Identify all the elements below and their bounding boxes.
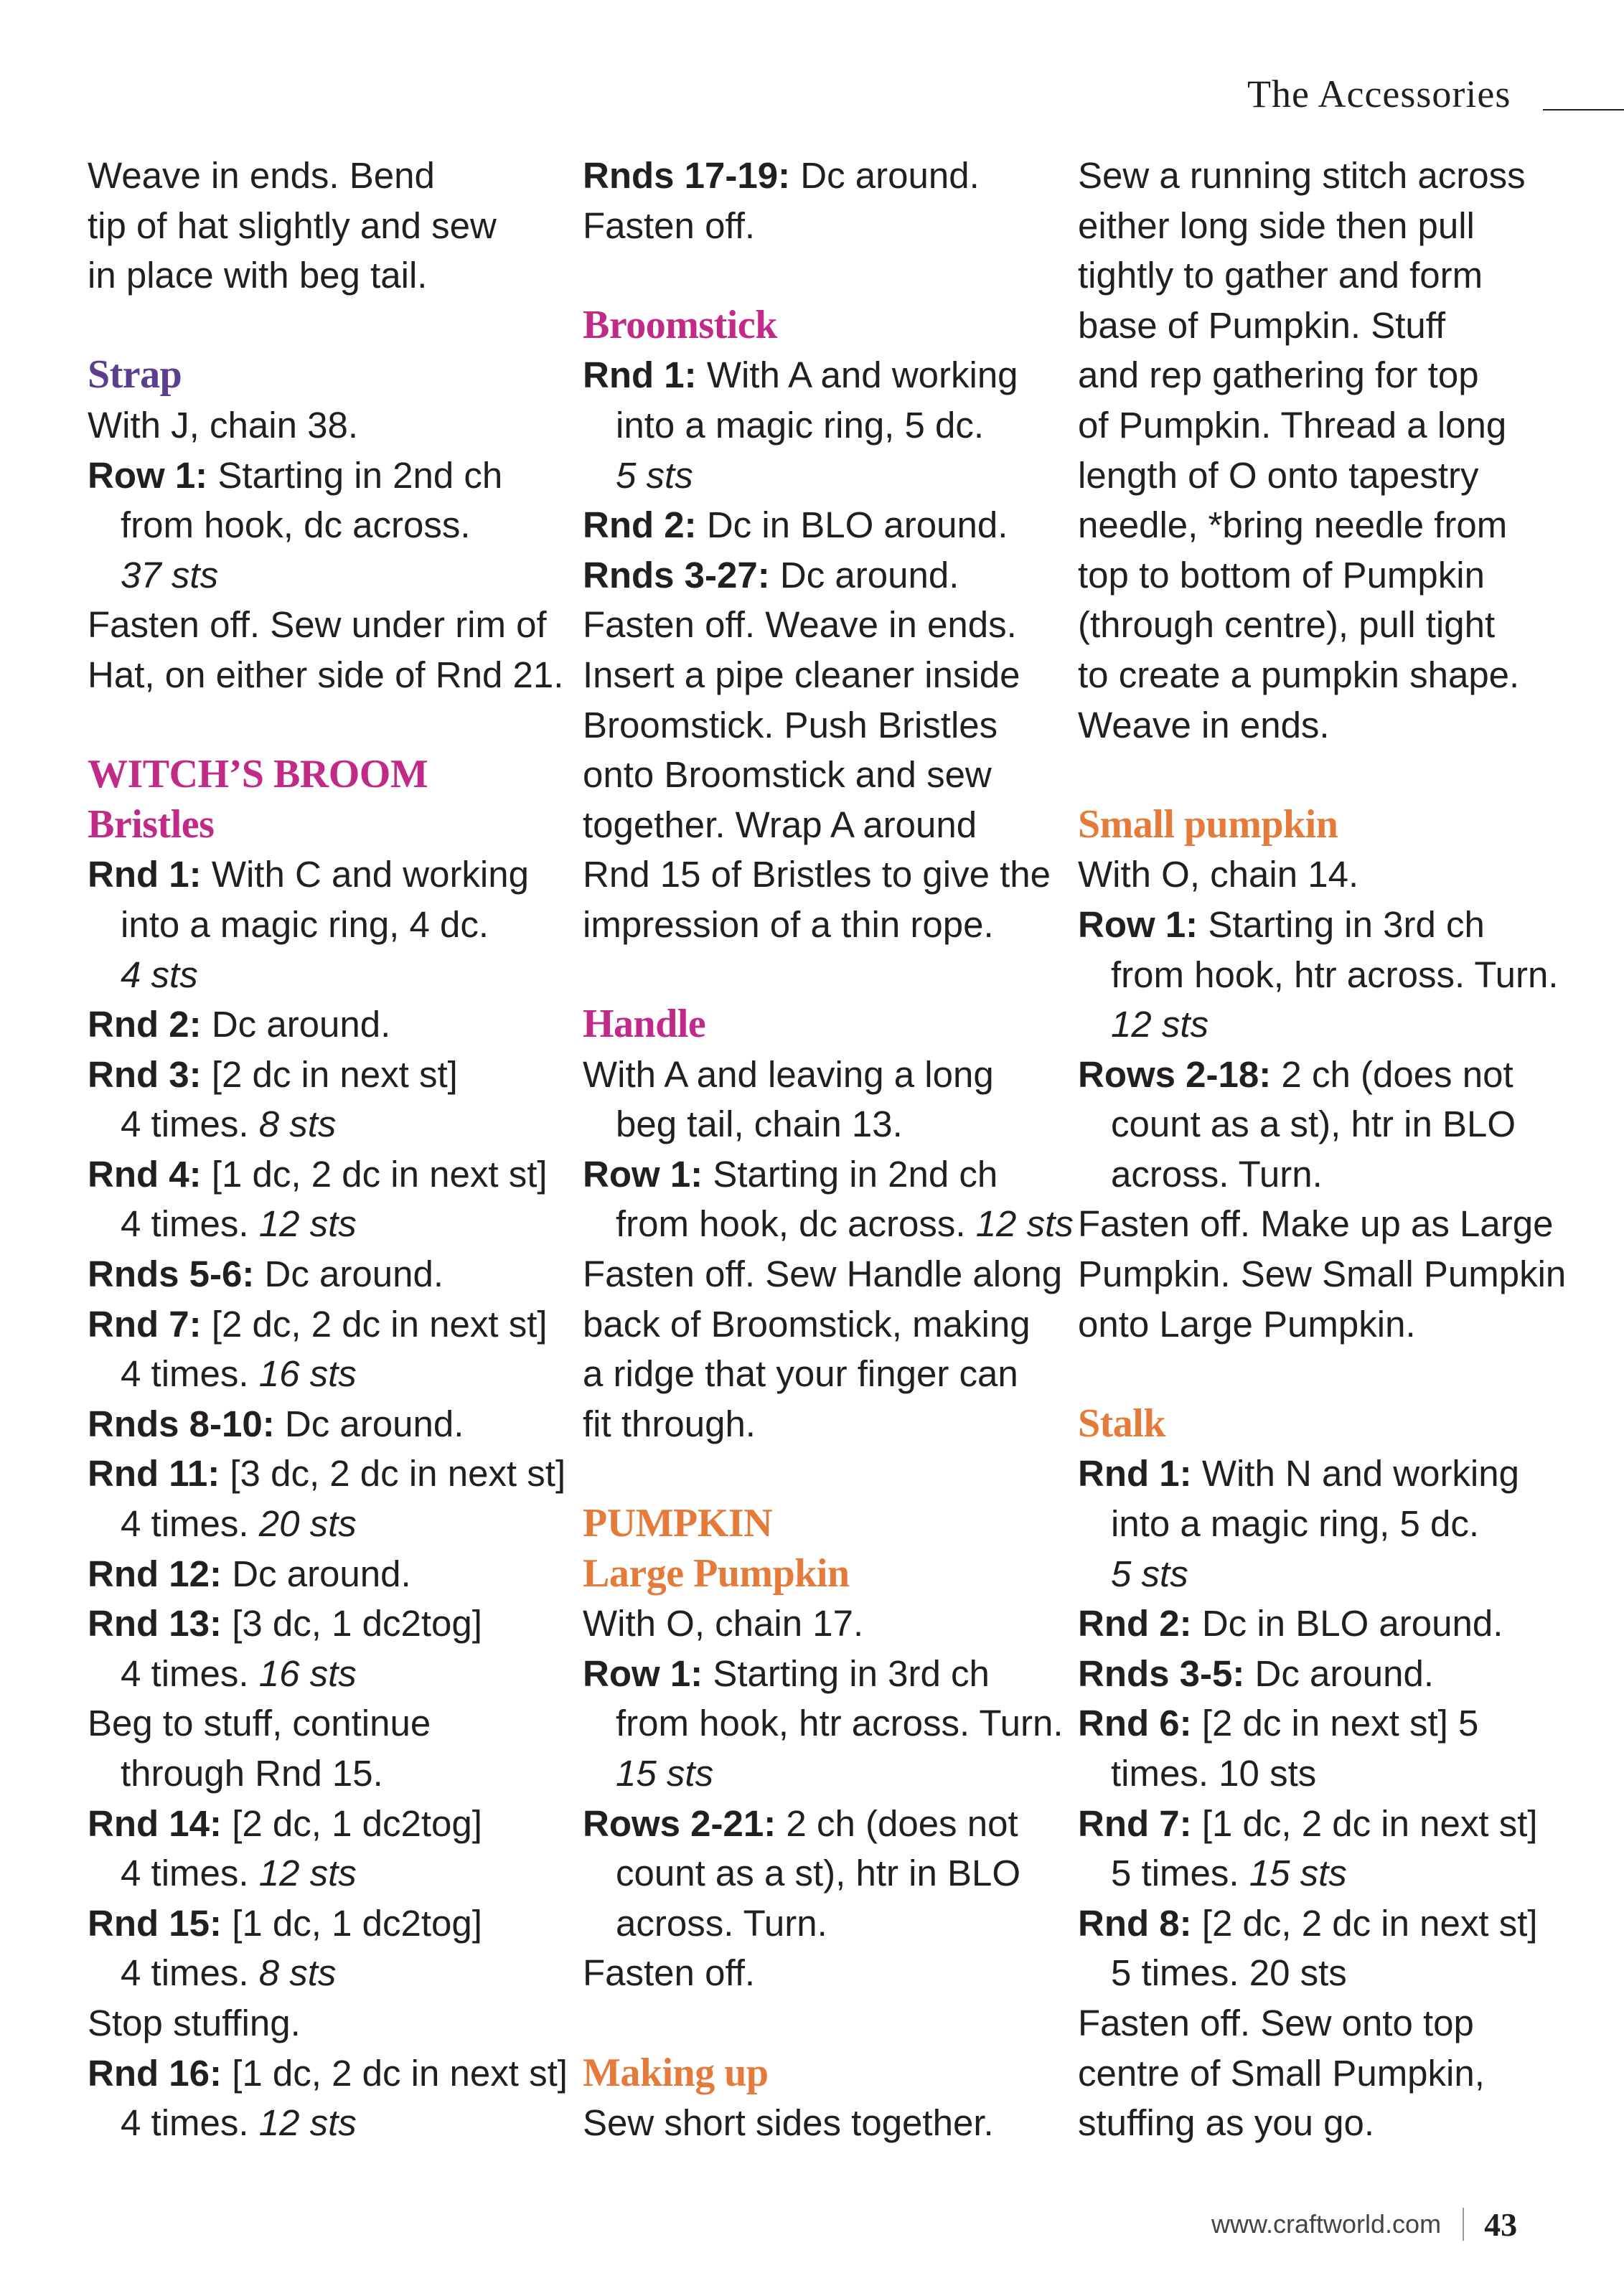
column-3 xyxy=(1078,151,1580,2148)
column-1 xyxy=(88,151,568,2148)
stitch-count: 16 sts xyxy=(258,1353,357,1395)
instruction-label: Rnd 2: xyxy=(1078,1603,1192,1645)
instruction-text: into a magic ring, 4 dc. xyxy=(121,903,489,945)
pattern-line: top to bottom of Pumpkin xyxy=(1078,554,1485,596)
instruction-label: Rnd 12: xyxy=(88,1553,222,1594)
pattern-line xyxy=(88,1649,547,1699)
stitch-count: 12 sts xyxy=(258,2102,357,2144)
instruction-text: Starting in 2nd ch xyxy=(207,454,503,496)
instruction-text: Dc around. xyxy=(274,1403,464,1444)
pattern-line xyxy=(88,1199,547,1249)
instruction-text: [1 dc, 1 dc2tog] xyxy=(222,1902,482,1944)
pattern-line: Beg to stuff, continue xyxy=(88,1703,431,1744)
pattern-line: tightly to gather and form xyxy=(1078,255,1483,296)
paragraph-gap xyxy=(1078,750,1580,800)
pattern-line xyxy=(1078,1099,1580,1149)
pattern-line: (through centre), pull tight xyxy=(1078,604,1496,646)
pattern-line xyxy=(88,1749,547,1799)
instruction-text: Starting in 3rd ch xyxy=(703,1652,990,1694)
instruction-label: Rnd 16: xyxy=(88,2052,222,2094)
stitch-count: 20 sts xyxy=(258,1503,357,1545)
instruction-text: Dc around. xyxy=(1244,1652,1435,1694)
pattern-line: onto Broomstick and sew xyxy=(583,754,992,796)
pattern-line xyxy=(1078,1449,1580,1499)
pattern-line: Fasten off. Make up as Large xyxy=(1078,1203,1554,1245)
instruction-text: across. Turn. xyxy=(1111,1153,1323,1195)
pattern-line: centre of Small Pumpkin, xyxy=(1078,2052,1485,2094)
instruction-text: 4 times. xyxy=(121,1353,259,1395)
pattern-line xyxy=(88,451,547,501)
pattern-line xyxy=(583,1698,1064,1749)
instruction-text: beg tail, chain 13. xyxy=(616,1104,903,1145)
instruction-text: from hook, htr across. Turn. xyxy=(616,1703,1064,1744)
pattern-line xyxy=(583,151,1056,201)
instruction-text: [1 dc, 2 dc in next st] xyxy=(201,1153,548,1195)
section-heading: PUMPKIN xyxy=(583,1501,773,1546)
pattern-line xyxy=(1078,1549,1580,1599)
paragraph-gap xyxy=(1078,1349,1580,1399)
stitch-count: 16 sts xyxy=(258,1652,357,1694)
pattern-line xyxy=(1078,900,1580,950)
pattern-line: back of Broomstick, making xyxy=(583,1303,1031,1345)
pattern-line: Weave in ends. Bend xyxy=(88,155,435,196)
instruction-text: Dc around. xyxy=(201,1004,391,1045)
instruction-text: across. Turn. xyxy=(616,1902,827,1944)
instruction-label: Rnd 15: xyxy=(88,1902,222,1944)
instruction-text: count as a st), htr in BLO xyxy=(616,1853,1021,1894)
instruction-label: Rnds 17-19: xyxy=(583,155,791,196)
pattern-line: Pumpkin. Sew Small Pumpkin xyxy=(1078,1253,1567,1295)
instruction-label: Rnd 1: xyxy=(1078,1453,1192,1495)
instruction-text: from hook, dc across. xyxy=(616,1203,976,1245)
pattern-line xyxy=(1078,1499,1580,1549)
instruction-label: Rnd 8: xyxy=(1078,1902,1192,1944)
pattern-line xyxy=(88,850,547,900)
instruction-text: 4 times. xyxy=(121,1853,259,1894)
instruction-label: Rnd 7: xyxy=(1078,1802,1192,1844)
section-heading: Large Pumpkin xyxy=(583,1551,850,1596)
pattern-line xyxy=(1078,999,1580,1050)
instruction-text: Starting in 3rd ch xyxy=(1198,903,1485,945)
instruction-text: times. 10 sts xyxy=(1111,1753,1317,1794)
header-rule xyxy=(1543,109,1624,110)
pattern-line: either long side then pull xyxy=(1078,204,1475,246)
instruction-label: Rnd 1: xyxy=(88,854,202,895)
paragraph-gap xyxy=(583,1449,1056,1499)
page-number: 43 xyxy=(1484,2206,1518,2243)
instruction-text: Starting in 2nd ch xyxy=(703,1153,998,1195)
pattern-line xyxy=(88,2098,547,2148)
instruction-text: Dc around. xyxy=(222,1553,411,1594)
pattern-line xyxy=(1078,1899,1580,1949)
instruction-text: [2 dc, 2 dc in next st] xyxy=(201,1303,548,1345)
instruction-label: Rows 2-21: xyxy=(583,1802,776,1844)
section-heading: Making up xyxy=(583,2050,769,2095)
section-heading: Handle xyxy=(583,1002,706,1047)
instruction-label: Rnd 4: xyxy=(88,1153,202,1195)
instruction-text: Dc in BLO around. xyxy=(696,504,1008,546)
paragraph-gap xyxy=(88,700,547,751)
section-title: The Accessories xyxy=(1247,72,1511,116)
section-heading: Stalk xyxy=(1078,1401,1165,1446)
section-heading: WITCH’S BROOM xyxy=(88,752,428,797)
pattern-line: onto Large Pumpkin. xyxy=(1078,1303,1416,1345)
pattern-line xyxy=(88,1399,547,1449)
pattern-line: Hat, on either side of Rnd 21. xyxy=(88,654,564,695)
pattern-line: and rep gathering for top xyxy=(1078,354,1479,396)
stitch-count: 12 sts xyxy=(258,1853,357,1894)
instruction-text: [3 dc, 2 dc in next st] xyxy=(220,1453,566,1495)
pattern-line: length of O onto tapestry xyxy=(1078,454,1479,496)
paragraph-gap xyxy=(583,950,1056,1000)
instruction-text: 2 ch (does not xyxy=(1271,1053,1513,1095)
pattern-line: together. Wrap A around xyxy=(583,804,977,845)
pattern-line xyxy=(583,1149,1056,1200)
instruction-text: 4 times. xyxy=(121,2102,259,2144)
instruction-text: Dc around. xyxy=(254,1253,444,1295)
pattern-line: Sew a running stitch across xyxy=(1078,155,1526,196)
instruction-text: 4 times. xyxy=(121,1203,259,1245)
pattern-line: to create a pumpkin shape. xyxy=(1078,654,1520,695)
pattern-line xyxy=(88,999,547,1050)
pattern-line xyxy=(1078,1749,1580,1799)
instruction-label: Rows 2-18: xyxy=(1078,1053,1272,1095)
pattern-line xyxy=(88,1499,547,1549)
stitch-count: 5 sts xyxy=(1111,1553,1188,1594)
pattern-line xyxy=(583,400,1056,451)
pattern-line xyxy=(583,1799,1056,1849)
pattern-line xyxy=(88,900,547,950)
pattern-line: With O, chain 17. xyxy=(583,1603,864,1645)
pattern-line xyxy=(1078,1149,1580,1200)
instruction-label: Row 1: xyxy=(583,1153,703,1195)
pattern-line xyxy=(583,1848,1056,1899)
pattern-line: Sew short sides together. xyxy=(583,2102,994,2144)
instruction-label: Rnds 3-5: xyxy=(1078,1652,1245,1694)
instruction-text: from hook, htr across. Turn. xyxy=(1111,954,1559,995)
section-heading: Strap xyxy=(88,352,182,397)
instruction-text: [2 dc in next st] 5 xyxy=(1191,1703,1479,1744)
pattern-line: needle, *bring needle from xyxy=(1078,504,1508,546)
pattern-line xyxy=(583,1099,1056,1149)
pattern-line: Rnd 15 of Bristles to give the xyxy=(583,854,1051,895)
instruction-label: Rnd 1: xyxy=(583,354,697,396)
section-heading: Broomstick xyxy=(583,302,777,347)
pattern-line xyxy=(88,1299,547,1350)
instruction-text: With C and working xyxy=(201,854,529,895)
pattern-line xyxy=(88,1848,547,1899)
pattern-line: Fasten off. Sew Handle along xyxy=(583,1253,1063,1295)
paragraph-gap xyxy=(88,301,547,351)
pattern-line xyxy=(583,1749,1056,1799)
pattern-line xyxy=(583,550,1056,601)
instruction-label: Rnd 3: xyxy=(88,1053,202,1095)
pattern-line xyxy=(88,1599,547,1649)
pattern-line xyxy=(1078,1649,1580,1699)
section-heading: Small pumpkin xyxy=(1078,801,1338,847)
instruction-text: into a magic ring, 5 dc. xyxy=(1111,1503,1480,1545)
instruction-text: 4 times. xyxy=(121,1952,259,1994)
instruction-label: Rnd 13: xyxy=(88,1603,222,1645)
stitch-count: 15 sts xyxy=(616,1753,714,1794)
instruction-label: Rnd 2: xyxy=(583,504,697,546)
stitch-count: 15 sts xyxy=(1249,1853,1347,1894)
instruction-label: Rnd 2: xyxy=(88,1004,202,1045)
pattern-line xyxy=(583,1199,1074,1249)
stitch-count: 8 sts xyxy=(258,1952,337,1994)
pattern-line xyxy=(1078,1698,1580,1749)
instruction-label: Rnd 6: xyxy=(1078,1703,1192,1744)
instruction-text: [1 dc, 2 dc in next st] xyxy=(222,2052,568,2094)
pattern-line xyxy=(1078,1599,1580,1649)
pattern-line: impression of a thin rope. xyxy=(583,903,994,945)
pattern-line xyxy=(583,451,1056,501)
instruction-text: [1 dc, 2 dc in next st] xyxy=(1191,1802,1538,1844)
pattern-line: base of Pumpkin. Stuff xyxy=(1078,304,1446,346)
section-heading: Bristles xyxy=(88,801,215,847)
instruction-label: Rnds 5-6: xyxy=(88,1253,255,1295)
stitch-count: 12 sts xyxy=(258,1203,357,1245)
pattern-line xyxy=(583,1899,1056,1949)
pattern-line xyxy=(1078,1948,1580,1998)
instruction-label: Rnd 7: xyxy=(88,1303,202,1345)
stitch-count: 12 sts xyxy=(1111,1004,1209,1045)
pattern-line: Fasten off. Weave in ends. xyxy=(583,604,1017,646)
pattern-line: fit through. xyxy=(583,1403,756,1444)
pattern-line xyxy=(88,1050,547,1100)
instruction-text: 4 times. xyxy=(121,1104,259,1145)
instruction-text: Dc around. xyxy=(790,155,980,196)
stitch-count: 4 sts xyxy=(121,954,198,995)
pattern-line: Fasten off. xyxy=(583,1952,756,1994)
pattern-line: Stop stuffing. xyxy=(88,2002,301,2043)
instruction-text: 5 times. xyxy=(1111,1853,1249,1894)
page-footer xyxy=(1211,2203,1517,2246)
pattern-line xyxy=(88,1249,547,1299)
stitch-count: 5 sts xyxy=(616,454,693,496)
pattern-line: in place with beg tail. xyxy=(88,255,428,296)
pattern-line xyxy=(88,1549,547,1599)
pattern-line xyxy=(88,1799,547,1849)
pattern-line xyxy=(88,2048,568,2099)
instruction-text: from hook, dc across. xyxy=(121,504,471,546)
instruction-text: With A and working xyxy=(696,354,1018,396)
pattern-line xyxy=(88,1948,547,1998)
pattern-line: Broomstick. Push Bristles xyxy=(583,704,998,745)
pattern-line: Fasten off. Sew under rim of xyxy=(88,604,547,646)
instruction-text: Dc around. xyxy=(769,554,959,596)
pattern-line xyxy=(1078,950,1580,1000)
pattern-line: With A and leaving a long xyxy=(583,1053,994,1095)
pattern-line: Fasten off. Sew onto top xyxy=(1078,2002,1474,2043)
pattern-line: With O, chain 14. xyxy=(1078,854,1359,895)
pattern-line: With J, chain 38. xyxy=(88,404,358,446)
pattern-line: of Pumpkin. Thread a long xyxy=(1078,404,1507,446)
pattern-line: a ridge that your finger can xyxy=(583,1353,1018,1395)
stitch-count: 12 sts xyxy=(975,1203,1074,1245)
instruction-text: [2 dc in next st] xyxy=(201,1053,458,1095)
stitch-count: 37 sts xyxy=(121,554,219,596)
instruction-label: Rnds 8-10: xyxy=(88,1403,275,1444)
instruction-text: [2 dc, 2 dc in next st] xyxy=(1191,1902,1538,1944)
paragraph-gap xyxy=(583,1998,1056,2048)
pattern-line xyxy=(88,500,547,550)
instruction-text: into a magic ring, 5 dc. xyxy=(616,404,985,446)
paragraph-gap xyxy=(583,250,1056,301)
pattern-line xyxy=(88,1449,566,1499)
pattern-line: Weave in ends. xyxy=(1078,704,1330,745)
pattern-line xyxy=(583,350,1056,400)
instruction-label: Rnd 11: xyxy=(88,1453,220,1495)
pattern-line: stuffing as you go. xyxy=(1078,2102,1375,2144)
pattern-line xyxy=(1078,1050,1580,1100)
pattern-line xyxy=(88,1349,547,1399)
instruction-label: Row 1: xyxy=(1078,903,1198,945)
instruction-label: Row 1: xyxy=(88,454,208,496)
footer-url[interactable]: www.craftworld.com xyxy=(1211,2209,1442,2239)
instruction-label: Rnd 14: xyxy=(88,1802,222,1844)
instruction-label: Rnds 3-27: xyxy=(583,554,770,596)
instruction-text: 2 ch (does not xyxy=(776,1802,1018,1844)
pattern-line xyxy=(583,1649,1056,1699)
pattern-line: Fasten off. xyxy=(583,204,756,246)
pattern-line xyxy=(88,950,547,1000)
instruction-text: 4 times. xyxy=(121,1652,259,1694)
pattern-line xyxy=(88,1149,547,1200)
pattern-line: Insert a pipe cleaner inside xyxy=(583,654,1020,695)
pattern-line xyxy=(88,550,547,601)
instruction-text: [2 dc, 1 dc2tog] xyxy=(222,1802,482,1844)
instruction-text: count as a st), htr in BLO xyxy=(1111,1104,1516,1145)
pattern-line xyxy=(583,500,1056,550)
instruction-text: Dc in BLO around. xyxy=(1191,1603,1503,1645)
footer-divider xyxy=(1463,2208,1464,2241)
pattern-line xyxy=(88,1899,547,1949)
stitch-count: 8 sts xyxy=(258,1104,337,1145)
pattern-line xyxy=(88,1099,547,1149)
pattern-line xyxy=(1078,1848,1580,1899)
pattern-line: tip of hat slightly and sew xyxy=(88,204,497,246)
instruction-text: through Rnd 15. xyxy=(121,1753,383,1794)
instruction-label: Row 1: xyxy=(583,1652,703,1694)
pattern-line xyxy=(1078,1799,1580,1849)
instruction-text: 4 times. xyxy=(121,1503,259,1545)
instruction-text: 5 times. 20 sts xyxy=(1111,1952,1347,1994)
instruction-text: With N and working xyxy=(1191,1453,1519,1495)
column-2 xyxy=(583,151,1074,2148)
instruction-text: [3 dc, 1 dc2tog] xyxy=(222,1603,482,1645)
